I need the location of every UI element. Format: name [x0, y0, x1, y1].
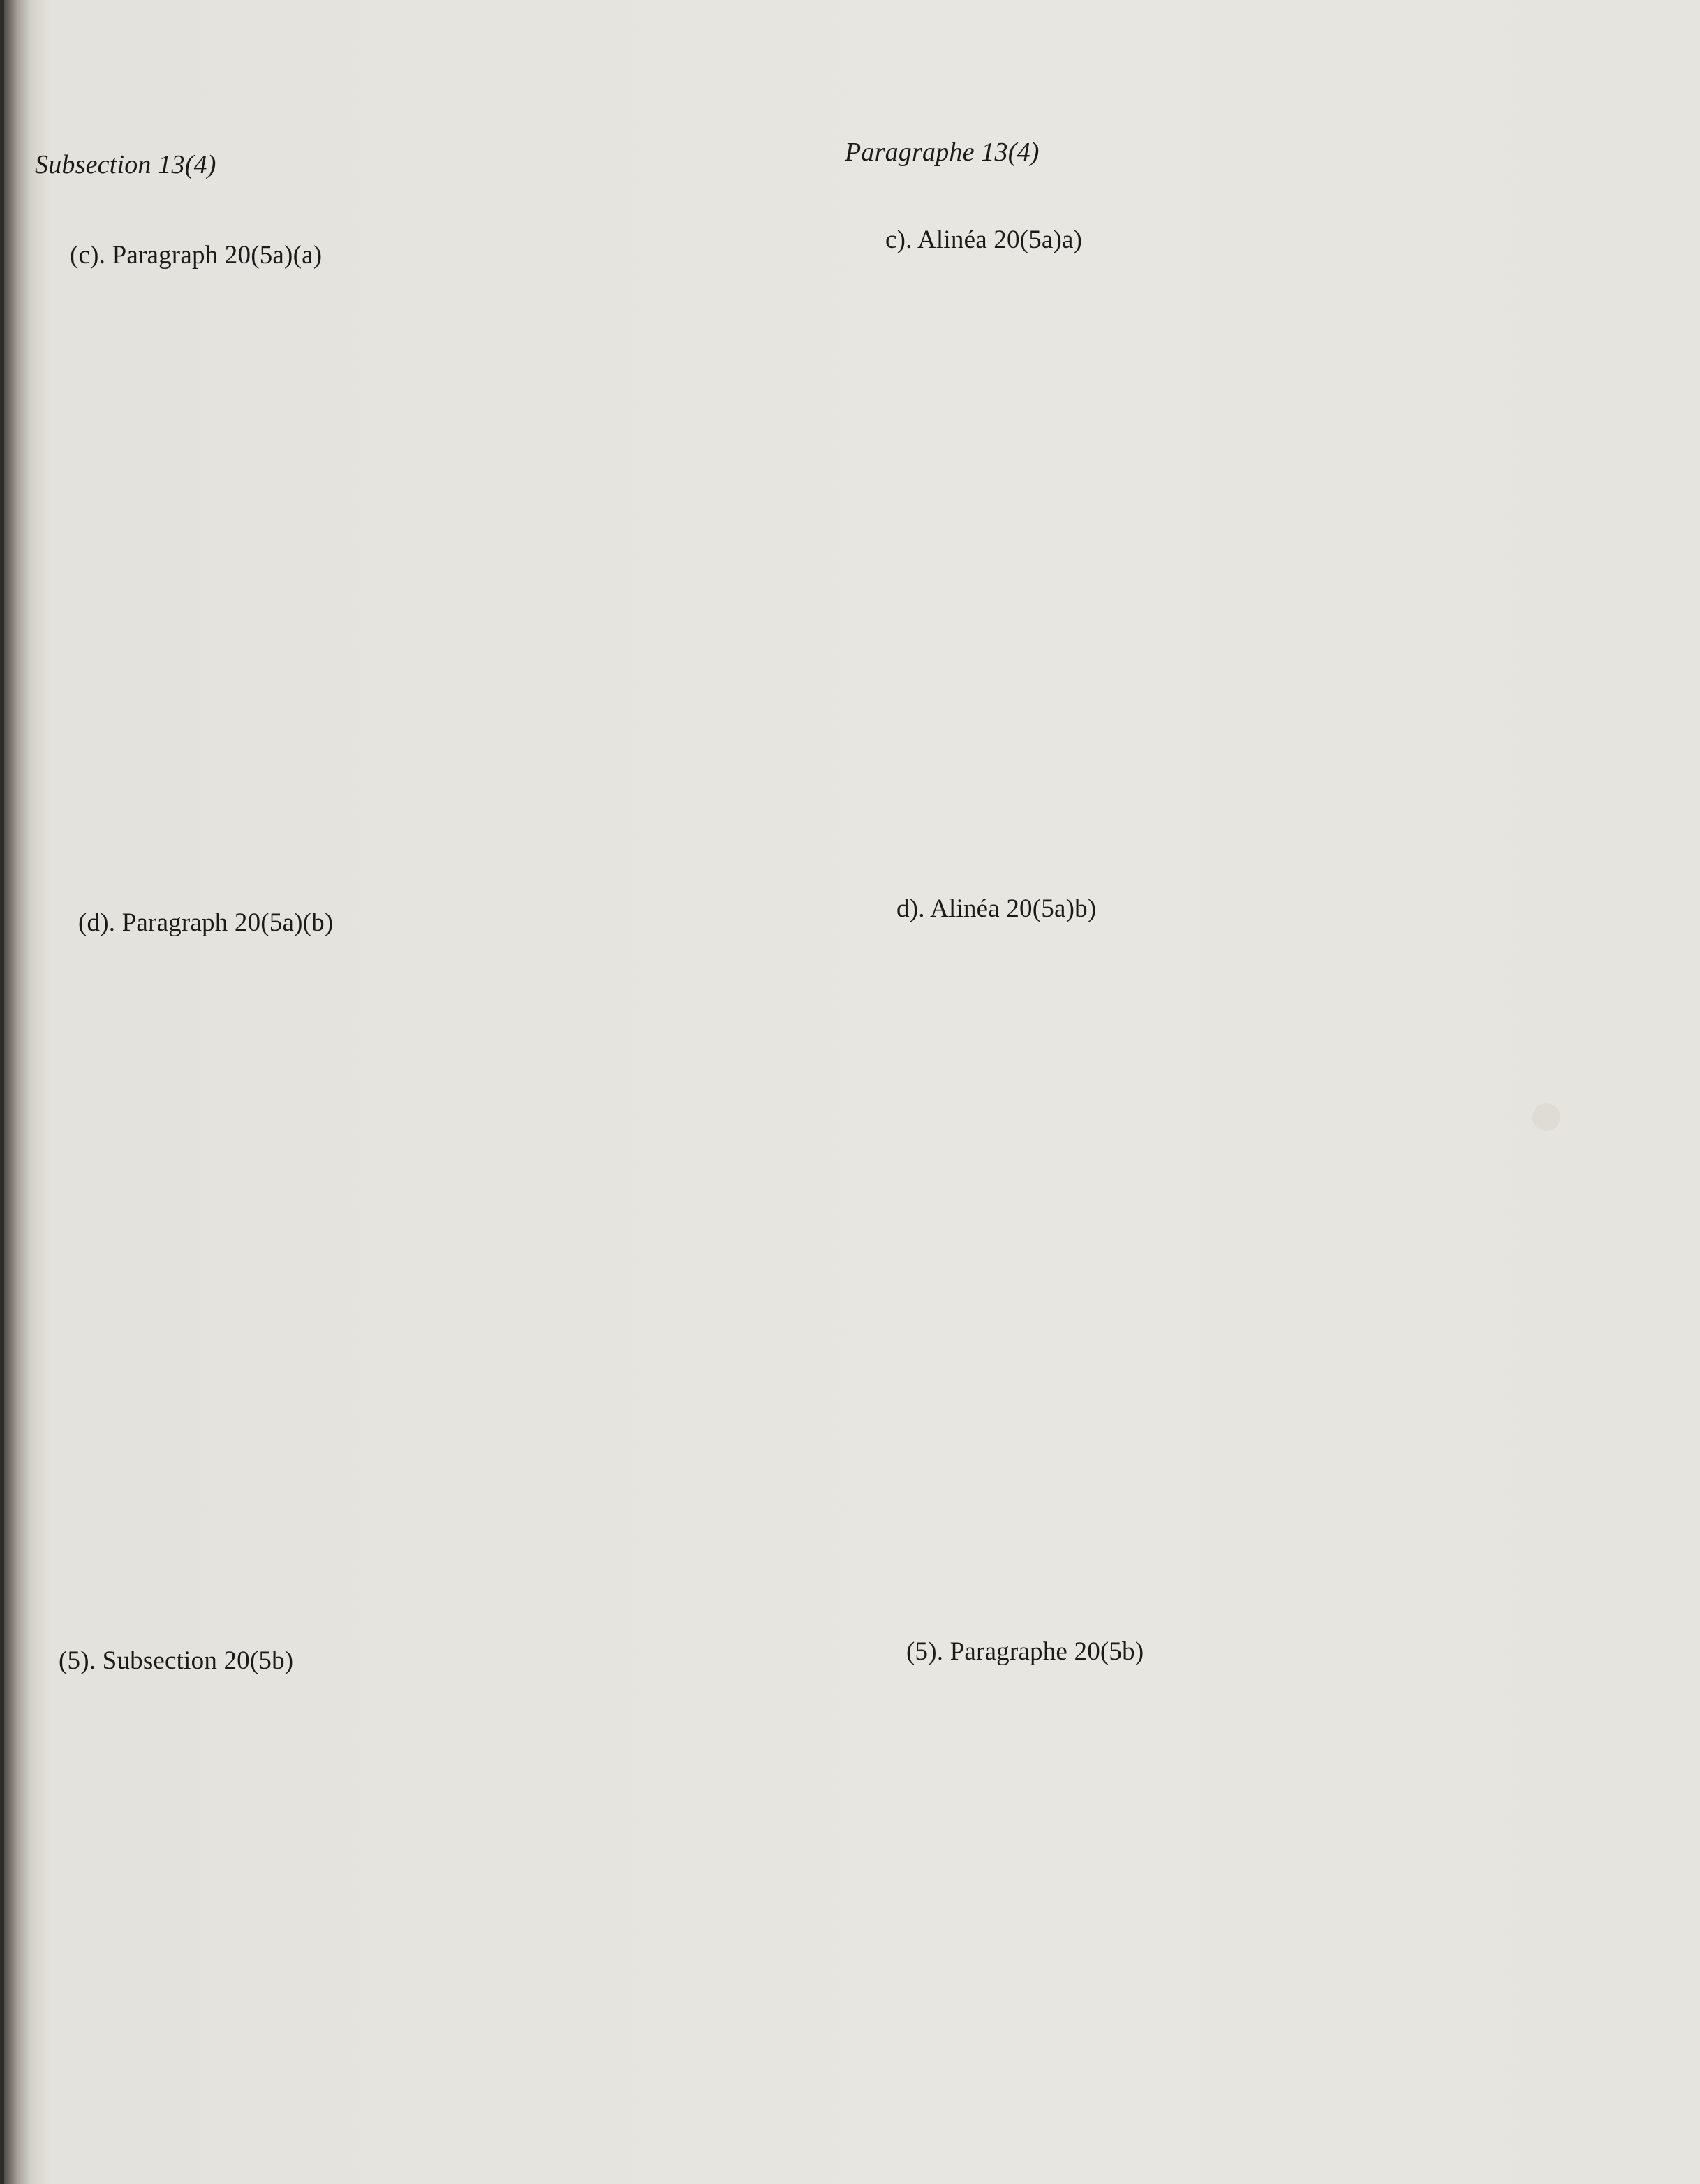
right-heading: Paragraphe 13(4) [845, 138, 1040, 167]
right-entry-d: d). Alinéa 20(5a)b) [896, 894, 1097, 923]
left-heading: Subsection 13(4) [35, 150, 216, 179]
left-entry-d: (d). Paragraph 20(5a)(b) [78, 908, 334, 937]
right-entry-c: c). Alinéa 20(5a)a) [885, 226, 1083, 254]
left-entry-5: (5). Subsection 20(5b) [59, 1646, 294, 1675]
bleed-through-stamp [1532, 1103, 1560, 1131]
right-entry-5: (5). Paragraphe 20(5b) [906, 1637, 1144, 1666]
binding-shadow [0, 0, 4, 2184]
left-entry-c: (c). Paragraph 20(5a)(a) [70, 241, 323, 270]
